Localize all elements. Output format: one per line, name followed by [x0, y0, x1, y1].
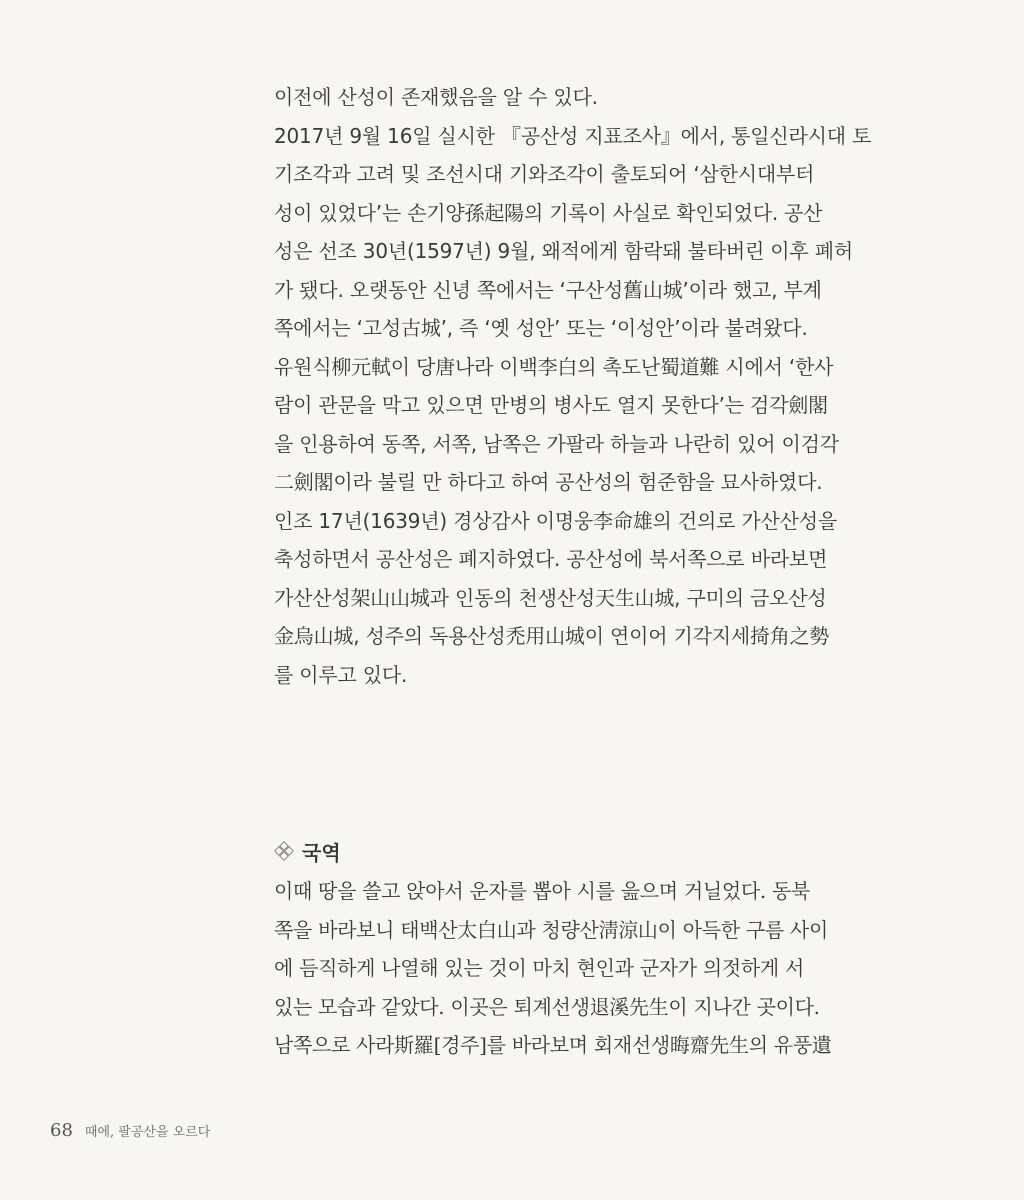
- running-title: 때에, 팔공산을 오르다: [84, 1125, 211, 1140]
- body-line: 성은 선조 30년(1597년) 9월, 왜적에게 함락돼 불타버린 이후 폐허: [274, 239, 853, 263]
- translation-text: [274, 872, 854, 1065]
- body-line: 를 이루고 있다.: [274, 662, 408, 687]
- body-line: 金烏山城, 성주의 독용산성禿用山城이 연이어 기각지세掎角之勢: [274, 624, 830, 648]
- body-line: 유원식柳元軾이 당唐나라 이백李白의 촉도난蜀道難 시에서 ‘한사: [274, 354, 834, 379]
- translation-line: 쪽을 바라보니 태백산太白山과 청량산淸涼山이 아득한 구름 사이: [274, 917, 828, 942]
- body-line: 기조각과 고려 및 조선시대 기와조각이 출토되어 ‘삼한시대부터: [274, 162, 815, 186]
- page-footer: [50, 1120, 210, 1141]
- translation-line: 이때 땅을 쓸고 앉아서 운자를 뽑아 시를 읊으며 거닐었다. 동북: [274, 879, 811, 903]
- body-line: 람이 관문을 막고 있으면 만병의 병사도 열지 못한다’는 검각劍閣: [274, 393, 828, 417]
- body-line: 가산산성架山山城과 인동의 천생산성天生山城, 구미의 금오산성: [274, 585, 827, 610]
- body-text: [274, 78, 872, 694]
- body-line: 二劍閣이라 불릴 만 하다고 하여 공산성의 험준함을 묘사하였다.: [274, 470, 823, 494]
- translation-line: 있는 모습과 같았다. 이곳은 퇴계선생退溪先生이 지나간 곳이다.: [274, 994, 820, 1019]
- body-line: 이전에 산성이 존재했음을 알 수 있다.: [274, 85, 598, 109]
- translation-line: 에 듬직하게 나열해 있는 것이 마치 현인과 군자가 의젓하게 서: [274, 956, 805, 980]
- body-line: 을 인용하여 동쪽, 서쪽, 남쪽은 가팔라 하늘과 나란히 있어 이검각: [274, 431, 839, 456]
- body-line: 2017년 9월 16일 실시한 『공산성 지표조사』에서, 통일신라시대 토: [274, 123, 872, 148]
- body-line: 성이 있었다’는 손기양孫起陽의 기록이 사실로 확인되었다. 공산: [274, 200, 823, 225]
- body-line: 축성하면서 공산성은 폐지하였다. 공산성에 북서쪽으로 바라보면: [274, 547, 828, 571]
- section-heading-label: 국역: [302, 840, 341, 865]
- section-heading: [274, 834, 341, 868]
- page-number: 68: [50, 1120, 73, 1141]
- translation-line: 남쪽으로 사라斯羅[경주]를 바라보며 회재선생晦齋先生의 유풍遺: [274, 1033, 832, 1057]
- diamond-ornament-icon: [274, 841, 294, 861]
- body-line: 쪽에서는 ‘고성古城’, 즉 ‘옛 성안’ 또는 ‘이성안’이라 불려왔다.: [274, 316, 808, 340]
- body-line: 인조 17년(1639년) 경상감사 이명웅李命雄의 건의로 가산산성을: [274, 508, 837, 533]
- body-line: 가 됐다. 오랫동안 신녕 쪽에서는 ‘구산성舊山城’이라 했고, 부계: [274, 277, 822, 302]
